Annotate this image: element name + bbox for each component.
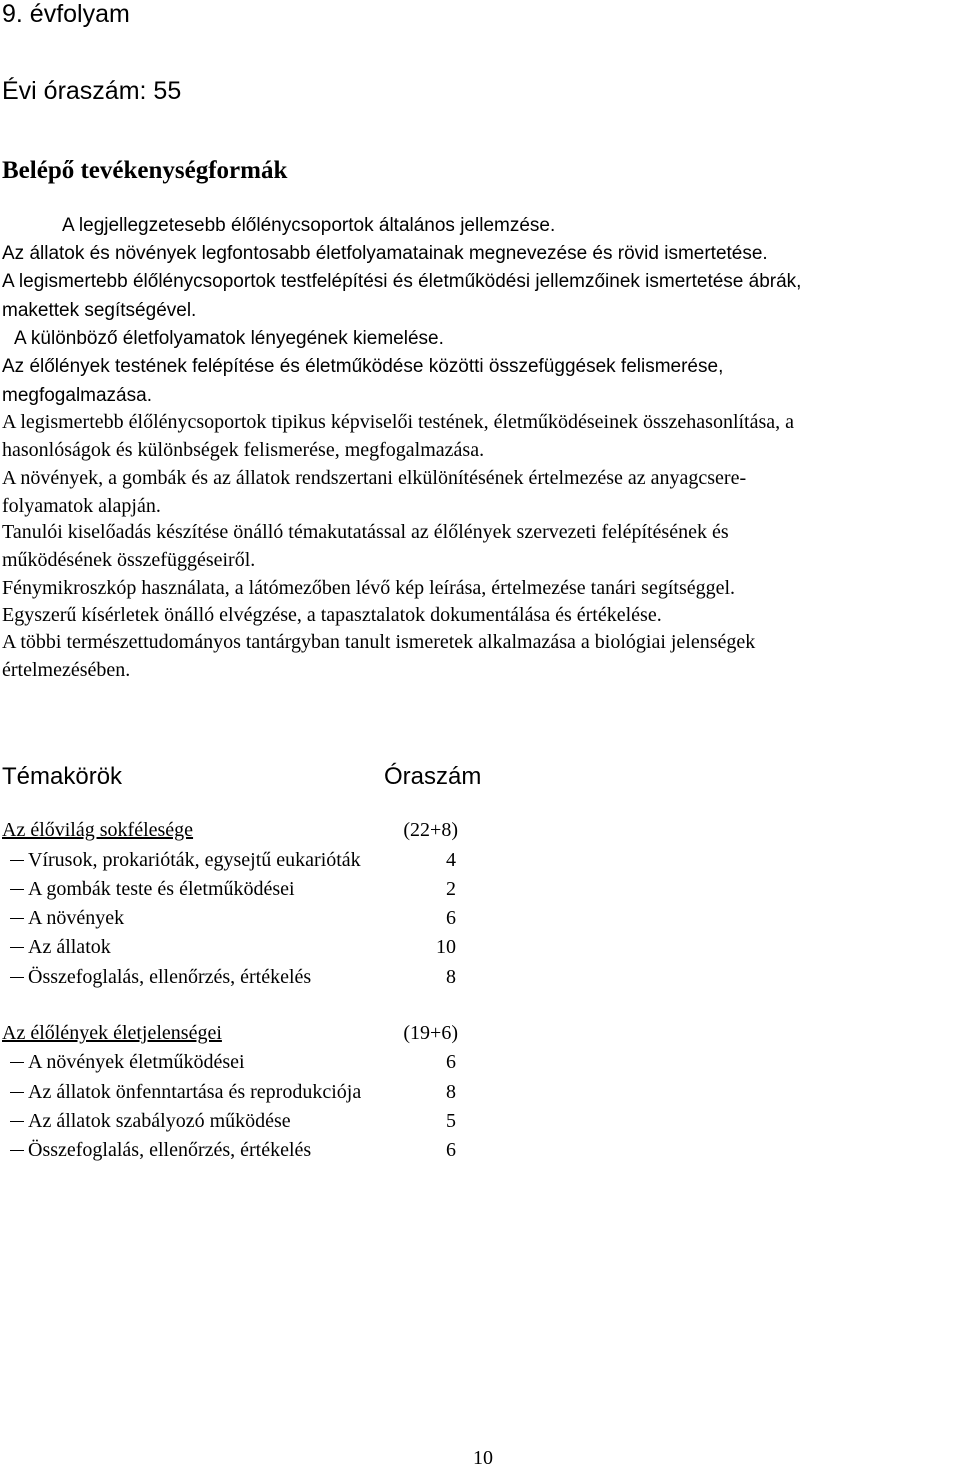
topic-item xyxy=(2,932,462,962)
dash-icon xyxy=(10,1121,24,1122)
section-title: Az élőlények életjelenségei xyxy=(2,1022,222,1044)
activity-line: folyamatok alapján. xyxy=(2,495,161,517)
dash-icon xyxy=(10,860,24,861)
page-number: 10 xyxy=(473,1447,493,1469)
activity-line: A legismertebb élőlénycsoportok tipikus képviselői testének, életműködéseinek összehasonlítása, a xyxy=(2,411,795,433)
dash-icon xyxy=(10,1062,24,1063)
dash-icon xyxy=(10,918,24,919)
section-hours: (19+6) xyxy=(403,1022,458,1044)
dash-icon xyxy=(10,1150,24,1151)
activity-line: A legismertebb élőlénycsoportok testfelépítési és életműködési jellemzőinek ismertetése ábrák, xyxy=(2,271,802,292)
topic-item-name: A növények életműködései xyxy=(28,1051,245,1073)
dash-icon xyxy=(10,889,24,890)
hours-column-header: Óraszám xyxy=(384,763,482,790)
activity-line: A többi természettudományos tantárgyban tanult ismeretek alkalmazása a biológiai jelenségek xyxy=(2,631,756,653)
section-title: Az élővilág sokfélesége xyxy=(2,819,194,841)
activity-line: Az állatok és növények legfontosabb életfolyamatainak megnevezése és rövid ismertetése. xyxy=(2,243,768,264)
activity-line: Az élőlények testének felépítése és életműködése közötti összefüggések felismerése, xyxy=(2,356,724,377)
section-hours: (22+8) xyxy=(403,819,458,841)
activity-line: hasonlóságok és különbségek felismerése, megfogalmazása. xyxy=(2,439,485,461)
dash-icon xyxy=(10,977,24,978)
topic-item-name: Az állatok szabályozó működése xyxy=(28,1110,291,1132)
topic-item-name: Összefoglalás, ellenőrzés, értékelés xyxy=(28,966,312,988)
activity-line: makettek segítségével. xyxy=(2,300,197,321)
topic-item-hours: 2 xyxy=(446,878,456,900)
topic-item-hours: 10 xyxy=(436,936,456,958)
topic-item-name: Összefoglalás, ellenőrzés, értékelés xyxy=(28,1139,312,1161)
topic-item-name: A gombák teste és életműködései xyxy=(28,878,295,900)
topic-item xyxy=(2,1047,462,1077)
activity-line: működésének összefüggéseiről. xyxy=(2,549,256,571)
topic-item-hours: 6 xyxy=(446,1139,456,1161)
activity-line: Tanulói kiselőadás készítése önálló témakutatással az élőlények szervezeti felépítésének és xyxy=(2,521,729,543)
activity-line: értelmezésében. xyxy=(2,659,131,681)
topic-item-hours: 6 xyxy=(446,907,456,929)
activity-line: A legjellegzetesebb élőlénycsoportok általános jellemzése. xyxy=(62,215,556,236)
topic-item xyxy=(2,1077,462,1107)
topic-section-1 xyxy=(2,815,462,845)
topic-item xyxy=(2,903,462,933)
activities-title: Belépő tevékenységformák xyxy=(2,157,288,184)
topic-item-name: Az állatok xyxy=(28,936,111,958)
activity-line: Fénymikroszkóp használata, a látómezőben lévő kép leírása, értelmezése tanári segítséggel. xyxy=(2,577,736,599)
topic-item-hours: 8 xyxy=(446,1081,456,1103)
topic-item xyxy=(2,962,462,992)
topic-item xyxy=(2,845,462,875)
topic-item-hours: 6 xyxy=(446,1051,456,1073)
annual-hours-heading: Évi óraszám: 55 xyxy=(2,77,182,105)
topic-item xyxy=(2,1106,462,1136)
activity-line: A növények, a gombák és az állatok rendszertani elkülönítésének értelmezése az anyagcsere- xyxy=(2,467,747,489)
topic-item xyxy=(2,874,462,904)
grade-heading: 9. évfolyam xyxy=(2,0,130,28)
activity-line: Egyszerű kísérletek önálló elvégzése, a tapasztalatok dokumentálása és értékelése. xyxy=(2,604,662,626)
activity-line: A különböző életfolyamatok lényegének kiemelése. xyxy=(14,328,444,349)
dash-icon xyxy=(10,1092,24,1093)
topics-column-header: Témakörök xyxy=(2,763,123,790)
topic-item-hours: 8 xyxy=(446,966,456,988)
topic-item-hours: 5 xyxy=(446,1110,456,1132)
topic-item-name: A növények xyxy=(28,907,125,929)
topic-item xyxy=(2,1135,462,1165)
dash-icon xyxy=(10,947,24,948)
activity-line: megfogalmazása. xyxy=(2,385,152,406)
topic-item-name: Vírusok, prokarióták, egysejtű eukarióták xyxy=(28,849,361,871)
topic-item-name: Az állatok önfenntartása és reprodukciója xyxy=(28,1081,362,1103)
topic-item-hours: 4 xyxy=(446,849,456,871)
topic-section-2 xyxy=(2,1018,462,1048)
